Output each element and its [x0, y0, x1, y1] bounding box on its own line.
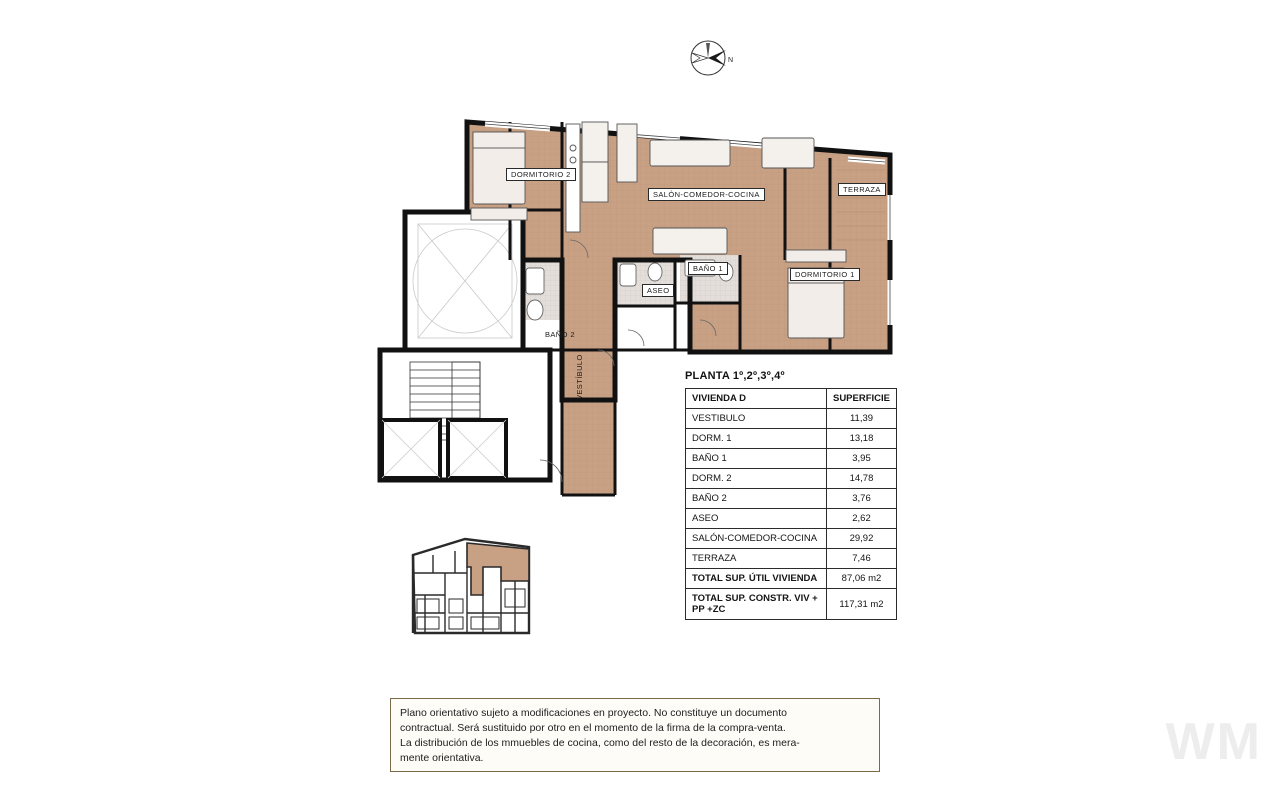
disclaimer-line-3: La distribución de los mmuebles de cocina, como del resto de la decoración, es mera-	[400, 737, 800, 749]
row-value-bano-2: 3,76	[826, 489, 896, 509]
total-label-util: TOTAL SUP. ÚTIL VIVIENDA	[686, 569, 827, 589]
disclaimer-box	[390, 698, 880, 772]
row-label-salon-comedor-cocina: SALÓN-COMEDOR-COCINA	[686, 529, 827, 549]
total-value-util: 87,06 m2	[826, 569, 896, 589]
row-label-bano-2: BAÑO 2	[686, 489, 827, 509]
row-value-aseo: 2,62	[826, 509, 896, 529]
disclaimer-line-1: Plano orientativo sujeto a modificaciones en proyecto. No constituye un documento	[400, 707, 787, 719]
row-label-terraza: TERRAZA	[686, 549, 827, 569]
room-label-terraza: TERRAZA	[838, 183, 886, 196]
room-label-vestibulo: VESTÍBULO	[575, 354, 584, 400]
row-label-bano-1: BAÑO 1	[686, 449, 827, 469]
row-value-terraza: 7,46	[826, 549, 896, 569]
row-label-dorm-2: DORM. 2	[686, 469, 827, 489]
disclaimer-line-4: mente orientativa.	[400, 752, 484, 764]
room-label-dormitorio-1: DORMITORIO 1	[790, 268, 860, 281]
table-row-total-constr	[686, 589, 897, 620]
row-label-vestibulo: VESTIBULO	[686, 409, 827, 429]
table-row	[686, 509, 897, 529]
row-value-salon-comedor-cocina: 29,92	[826, 529, 896, 549]
table-row	[686, 429, 897, 449]
table-header-row	[686, 389, 897, 409]
svg-text:N: N	[728, 57, 734, 64]
room-label-bano-1: BAÑO 1	[688, 262, 728, 275]
row-value-dorm-2: 14,78	[826, 469, 896, 489]
room-label-salon-comedor-cocina: SALÓN-COMEDOR-COCINA	[648, 188, 765, 201]
table-row	[686, 409, 897, 429]
disclaimer-line-2: contractual. Será sustituido por otro en el momento de la firma de la compra-venta.	[400, 722, 786, 734]
watermark: WM	[1165, 713, 1262, 771]
room-label-dormitorio-2: DORMITORIO 2	[506, 168, 576, 181]
table-row	[686, 469, 897, 489]
table-header-superficie: SUPERFICIE	[826, 389, 896, 409]
surfaces-table	[685, 388, 897, 620]
table-row	[686, 529, 897, 549]
room-label-aseo: ASEO	[642, 284, 674, 297]
row-value-dorm-1: 13,18	[826, 429, 896, 449]
table-row	[686, 449, 897, 469]
compass-north-icon	[686, 34, 738, 82]
total-value-constr: 117,31 m2	[826, 589, 896, 620]
room-label-bano-2: BAÑO 2	[545, 330, 575, 339]
table-header-vivienda: VIVIENDA D	[686, 389, 827, 409]
table-row	[686, 549, 897, 569]
row-label-aseo: ASEO	[686, 509, 827, 529]
row-value-bano-1: 3,95	[826, 449, 896, 469]
row-value-vestibulo: 11,39	[826, 409, 896, 429]
table-row-total-util	[686, 569, 897, 589]
total-label-constr: TOTAL SUP. CONSTR. VIV + PP +ZC	[686, 589, 827, 620]
table-row	[686, 489, 897, 509]
key-plan-thumbnail	[405, 533, 537, 643]
row-label-dorm-1: DORM. 1	[686, 429, 827, 449]
page-title: PLANTA 1º,2º,3º,4º	[685, 370, 785, 382]
surfaces-table-block	[685, 370, 897, 620]
